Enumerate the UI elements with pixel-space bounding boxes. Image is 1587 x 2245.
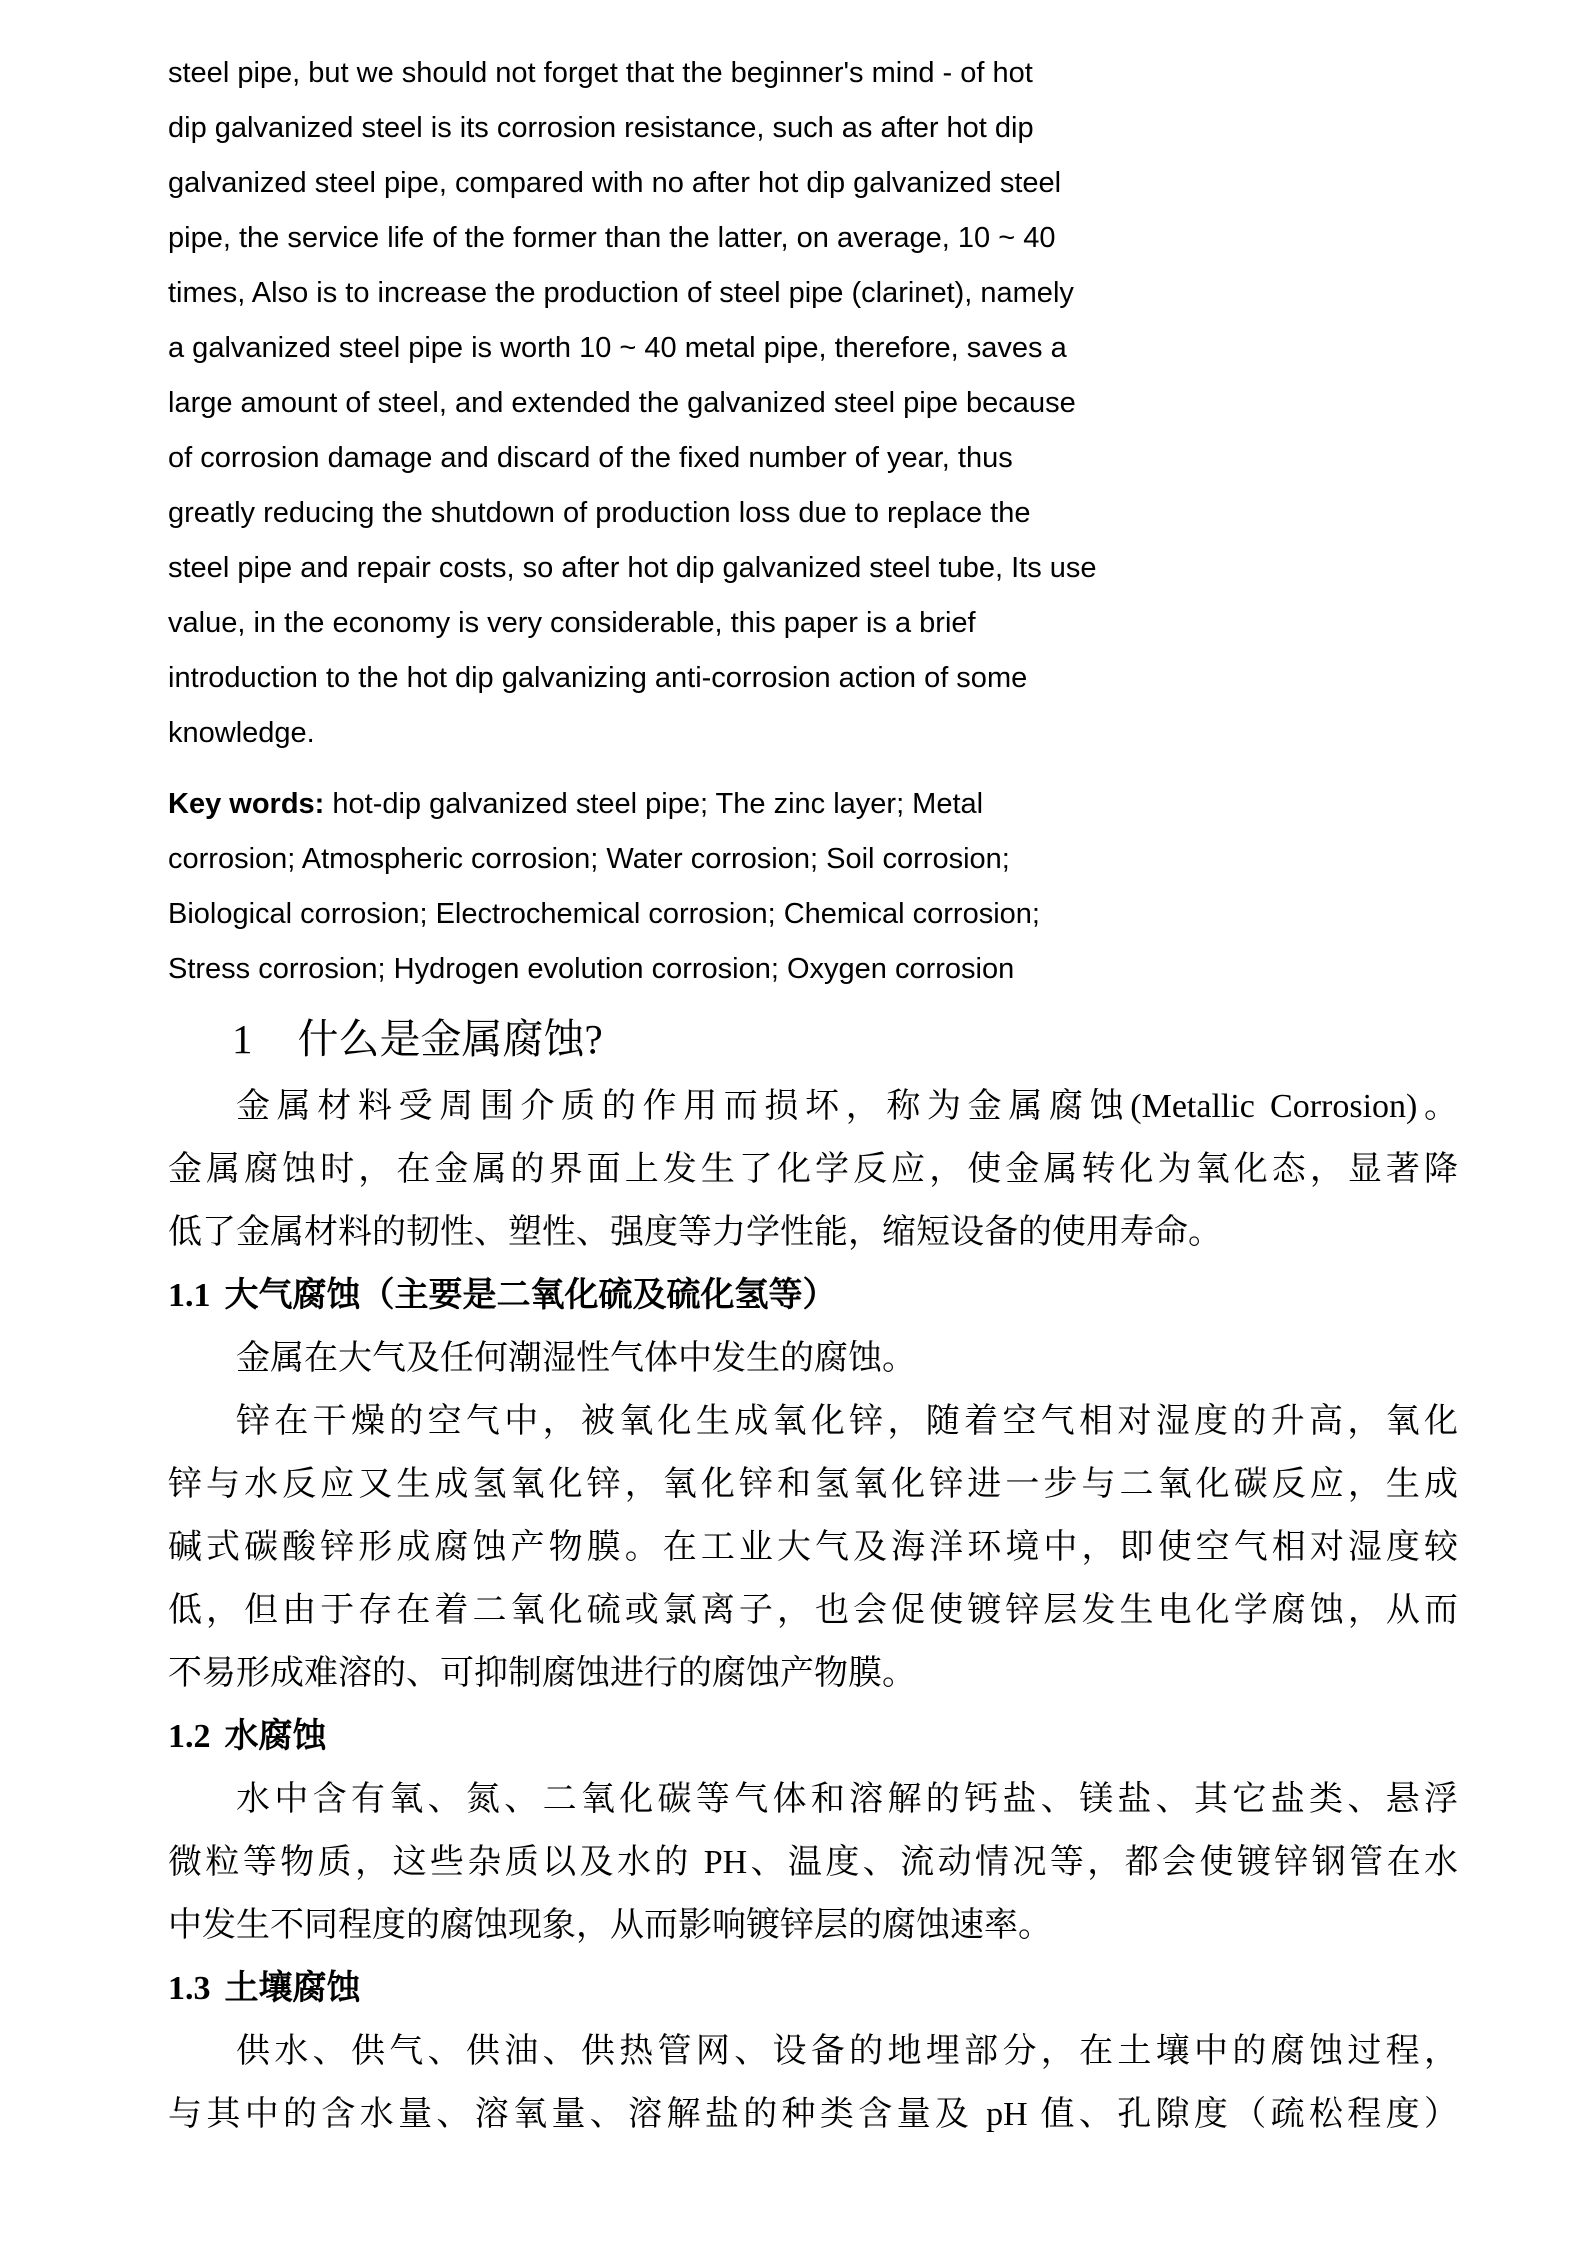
text-line: galvanized steel pipe, compared with no after hot dip galvanized steel [168, 167, 1062, 199]
text-line: of corrosion damage and discard of the fixed number of year, thus [168, 442, 1013, 474]
text-line: introduction to the hot dip galvanizing anti-corrosion action of some [168, 662, 1028, 694]
text-line: a galvanized steel pipe is worth 10 ~ 40 metal pipe, therefore, saves a [168, 332, 1067, 364]
text-line: 金属材料受周围介质的作用而损坏，称为金属腐蚀(Metallic Corrosion)。 [236, 1088, 1458, 1125]
text-line: 微粒等物质，这些杂质以及水的 PH、温度、流动情况等，都会使镀锌钢管在水 [168, 1844, 1458, 1881]
text-line [168, 777, 1458, 832]
heading-1-1-title: 大气腐蚀（主要是二氧化硫及硫化氢等） [224, 1277, 837, 1314]
atmospheric-corrosion-paragraph-a [168, 1327, 1458, 1390]
heading-1-3-title: 土壤腐蚀 [224, 1970, 361, 2007]
keywords-lines [168, 832, 1458, 997]
text-line: times, Also is to increase the production of steel pipe (clarinet), namely [168, 277, 1074, 309]
heading-1-3-number: 1.3 [168, 1970, 211, 2007]
text-line: 碱式碳酸锌形成腐蚀产物膜。在工业大气及海洋环境中，即使空气相对湿度较 [168, 1529, 1458, 1566]
text-line: steel pipe and repair costs, so after hot dip galvanized steel tube, Its use [168, 552, 1097, 584]
text-line: 锌在干燥的空气中，被氧化生成氧化锌，随着空气相对湿度的升高，氧化 [236, 1403, 1458, 1440]
text-line: large amount of steel, and extended the galvanized steel pipe because [168, 387, 1076, 419]
text-line: steel pipe, but we should not forget that the beginner's mind - of hot [168, 57, 1033, 89]
heading-1-1-number: 1.1 [168, 1277, 211, 1314]
atmospheric-corrosion-paragraph-b [168, 1390, 1458, 1705]
keywords-first-line-rest: hot-dip galvanized steel pipe; The zinc layer; Metal [324, 788, 984, 820]
text-line: 金属在大气及任何潮湿性气体中发生的腐蚀。 [236, 1340, 916, 1377]
text-line: knowledge. [168, 717, 315, 749]
text-line: 中发生不同程度的腐蚀现象，从而影响镀锌层的腐蚀速率。 [168, 1907, 1052, 1944]
soil-corrosion-paragraph [168, 2020, 1458, 2146]
heading-1-title: 什么是金属腐蚀? [297, 1016, 603, 1062]
text-line: 低，但由于存在着二氧化硫或氯离子，也会促使镀锌层发生电化学腐蚀，从而 [168, 1592, 1458, 1629]
heading-1-number: 1 [232, 1016, 253, 1062]
metal-corrosion-intro-paragraph [168, 1075, 1458, 1264]
text-line: 不易形成难溶的、可抑制腐蚀进行的腐蚀产物膜。 [168, 1655, 916, 1692]
text-line: 低了金属材料的韧性、塑性、强度等力学性能，缩短设备的使用寿命。 [168, 1214, 1222, 1251]
text-line: 水中含有氧、氮、二氧化碳等气体和溶解的钙盐、镁盐、其它盐类、悬浮 [236, 1781, 1458, 1818]
text-line: 锌与水反应又生成氢氧化锌，氧化锌和氢氧化锌进一步与二氧化碳反应，生成 [168, 1466, 1458, 1503]
english-intro-paragraph [168, 46, 1458, 761]
water-corrosion-paragraph [168, 1768, 1458, 1957]
text-line: Stress corrosion; Hydrogen evolution corrosion; Oxygen corrosion [168, 953, 1015, 985]
text-line: 与其中的含水量、溶氧量、溶解盐的种类含量及 pH 值、孔隙度（疏松程度） [168, 2096, 1458, 2133]
heading-1 [168, 1003, 1458, 1075]
text-line: 供水、供气、供油、供热管网、设备的地埋部分，在土壤中的腐蚀过程， [236, 2033, 1458, 2070]
text-line: dip galvanized steel is its corrosion resistance, such as after hot dip [168, 112, 1034, 144]
text-line: pipe, the service life of the former than the latter, on average, 10 ~ 40 [168, 222, 1056, 254]
heading-1-1 [168, 1264, 1458, 1327]
heading-1-2-title: 水腐蚀 [224, 1718, 327, 1755]
text-line: 金属腐蚀时，在金属的界面上发生了化学反应，使金属转化为氧化态，显著降 [168, 1151, 1458, 1188]
text-line: greatly reducing the shutdown of production loss due to replace the [168, 497, 1031, 529]
heading-1-3 [168, 1957, 1458, 2020]
heading-1-2 [168, 1705, 1458, 1768]
keywords-label: Key words: [168, 788, 325, 820]
text-line: Biological corrosion; Electrochemical corrosion; Chemical corrosion; [168, 898, 1040, 930]
heading-1-2-number: 1.2 [168, 1718, 211, 1755]
keywords-paragraph [168, 777, 1458, 997]
text-line: value, in the economy is very considerable, this paper is a brief [168, 607, 976, 639]
text-line: corrosion; Atmospheric corrosion; Water corrosion; Soil corrosion; [168, 843, 1010, 875]
